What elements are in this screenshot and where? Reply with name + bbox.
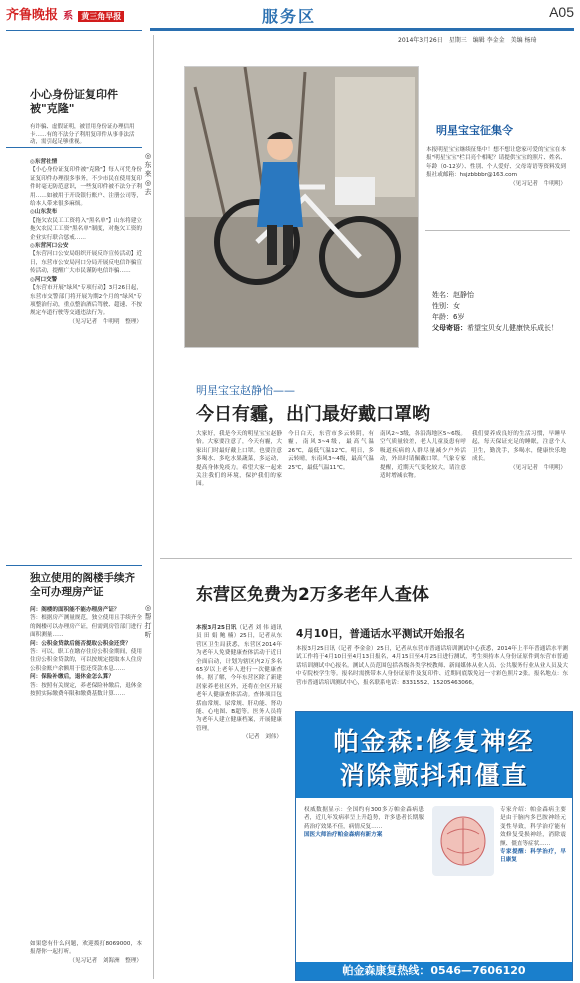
email-text: hsjzbbbbr@163.com xyxy=(459,172,518,179)
article1-section xyxy=(30,208,142,242)
checkup-rule xyxy=(160,558,572,559)
weather-col4 xyxy=(472,430,566,540)
ad-left-text: 权威数据显示：全国约有300多万帕金森病患者，近几年发病率呈上升趋势，许多患者长期服药治疗效果不佳，病情反复…… xyxy=(304,807,424,830)
language-test-title: 4月10日，普通话水平测试开始报名 xyxy=(296,628,465,640)
language-test-body: 本报3月25日讯（记者 李金金）25日，记者从东营市普通话培训测试中心获悉，2014年上半年普通话水平测试工作将于4月10日至4月13日报名，4月15日至4月25日进行测试，考生须持本人身份证原件到东营市普通话培训测试中心报名。测试人员范围包括各级各类学校教师、新闻媒体从业人员、公共服务行业从业人员及大中专院校学生等。报名时需携带本人身份证原件及复印件、近期同底版免冠一寸彩色照片2张。报名地点：东营市普通话培训测试中心，报名联系电话：8331552、15205463066。 xyxy=(296,646,568,686)
answer: 答：根据房产测量规范，独立使用且手续齐全的阁楼可以办理房产证，但需到房管部门进行面积测量…… xyxy=(30,615,142,639)
masthead-logo xyxy=(6,4,126,24)
profile-message: 希望宝贝女儿健康快乐成长！ xyxy=(467,324,558,332)
article1-side-label: ◎东来◎去 xyxy=(144,152,152,196)
brain-illustration xyxy=(432,806,494,876)
article2-body xyxy=(30,606,142,936)
weather-col4-text: 我们要养成良好的生活习惯，早睡早起，每天保证充足的睡眠，注意个人卫生，勤洗手，多喝水，健康快乐地成长。 xyxy=(472,431,566,463)
logo-suffix: 系 xyxy=(63,11,74,22)
article1-section xyxy=(30,242,142,276)
profile-age: 年龄：6岁 xyxy=(432,313,465,321)
profile-rule xyxy=(425,230,570,231)
article2-title: 独立使用的阁楼手续齐全可办理房产证 xyxy=(30,572,135,598)
weather-title: 今日有霾，出门最好戴口罩哟 xyxy=(196,404,430,425)
profile-name: 姓名：赵静怡 xyxy=(432,291,474,299)
article2-closing xyxy=(30,940,142,965)
article1-section xyxy=(30,276,142,318)
checkup-text: （记者 刘 伟 通讯员 田 娟 鲍 楠）25日，记者从东营区卫生局获悉，东营区2014年为老年人免费健康查体活动于近日全面启动，计划为辖区内2万多名65岁以上老年人进行一次健康查体。据了解，今年东营区除了新建居家养老社区外，还将在全区开展老年人健康查体活动。查体项目包括血常规、尿常规、肝功能、肾功能、心电图、B超等。医务人员将为老年人建立健康档案，开展健康管理。 xyxy=(196,625,282,732)
article2-rule xyxy=(6,565,142,566)
profile-message-label: 父母寄语： xyxy=(432,324,467,332)
article1-rule xyxy=(6,147,142,148)
article1-lead: 有诈骗、虚假证明，被冒用身份证办理信用卡……有的不法分子利用复印件从事非法活动，需引起足够重视。 xyxy=(30,124,135,145)
weather-col1: 大家好，我是今天的明星宝宝赵静怡。大家要注意了，今天有霾，大家出门时最好戴上口罩。也要注意多喝水、多吃水果蔬菜，多运动，提高身体免疫力。希望大家一起来关注我们的环境，保护我们的家园。 xyxy=(196,431,282,488)
qa-item xyxy=(30,640,142,674)
answer: 答：可以。职工在缴存住房公积金期间，使用住房公积金贷款的，可以按规定提取本人住房公积金账户余额用于偿还贷款本息…… xyxy=(30,649,142,672)
star-baby-title: 明星宝宝征集令 xyxy=(436,124,513,137)
article1-body xyxy=(30,158,142,608)
intro-text: 本报明星宝宝继续征集中！想不想让您家可爱的宝宝在本报"明星宝宝"栏目亮个相呢？请提供宝宝的照片、姓名、年龄（0-12岁）、性别、个人爱好、父母寄语等资料发到报社或邮箱： xyxy=(426,147,566,179)
star-baby-profile xyxy=(432,290,566,334)
checkup-dateline: 本报3月25日讯 xyxy=(196,625,237,631)
answer: 答：按照有关规定，养老保险补缴后，退休金按照实际缴费年限和缴费基数计算…… xyxy=(30,682,142,698)
section-heading: ◎河口交警 xyxy=(30,276,58,283)
header-rule xyxy=(150,28,574,31)
section-heading: ◎山东发布 xyxy=(30,209,58,216)
section-text: 【拖欠农民工工资将入"黑名单"】山东将建立拖欠农民工工资"黑名单"制度，对拖欠工资的企业实行联合惩戒…… xyxy=(30,217,142,241)
weather-byline: （见习记者 牛明明） xyxy=(510,464,566,471)
weather-kicker: 明星宝宝赵静怡—— xyxy=(196,384,295,397)
article1-title: 小心身份证复印件被"克隆" xyxy=(30,88,118,115)
ad-right-subhead: 专家提醒：科学治疗，早日康复 xyxy=(500,849,566,864)
ad-body-right xyxy=(500,806,566,956)
ad-hotline: 帕金森康复热线：0546—7606120 xyxy=(296,962,572,980)
column-divider xyxy=(153,35,154,979)
article1-section xyxy=(30,158,142,208)
article1-byline: （见习记者 牛明明 整理） xyxy=(69,318,142,325)
section-title: 服务区 xyxy=(262,7,317,26)
section-heading: ◎东营河口公安 xyxy=(30,243,69,250)
page-number: A05 xyxy=(549,4,574,20)
star-baby-intro xyxy=(426,146,566,188)
intro-byline: （见习记者 牛明明） xyxy=(510,180,566,187)
checkup-body xyxy=(196,624,282,964)
ad-headline1: 帕金森:修复神经 xyxy=(333,727,535,756)
section-text: 【小心身份证复印件被"克隆"】每人可凭身份证复印件办理很多事务，不少市民在使用复印件时毫无防范意识，一些复印件被不法分子利用……如被用于开设银行账户、注册公司等，给本人带来很多麻烦。 xyxy=(30,167,142,208)
ad-headline2: 消除颤抖和僵直 xyxy=(339,761,529,790)
section-text: 【东营河口公安局组织开展反诈宣传活动】近日，东营市公安局河口分局开展反电信诈骗宣传活动，提醒广大市民谨防电信诈骗…… xyxy=(30,251,142,275)
star-baby-photo xyxy=(184,66,419,348)
brain-icon xyxy=(432,806,494,876)
ad-right-text: 专家介绍：帕金森病主要是由于脑内多巴胺神经元变性导致，科学治疗能有效修复受损神经，消除震颤、僵直等症状…… xyxy=(500,807,566,847)
photo-illustration xyxy=(185,67,418,347)
checkup-byline: （记者 刘伟） xyxy=(242,734,282,741)
profile-gender: 性别：女 xyxy=(432,302,460,310)
ad-body-left xyxy=(304,806,424,956)
closing-text: 如果您有什么问题，欢迎拨打8069000，本报帮你一起打听。 xyxy=(30,941,142,956)
article1-title-block xyxy=(30,88,142,116)
section-text: 【东营市开展"绿风"专项行动】3月26日起，东营市交警部门将开展为期2个月的"绿风"专项整治行动，重点整治酒后驾驶、超速、不按规定车道行驶等交通违法行为。 xyxy=(30,285,142,317)
checkup-title: 东营区免费为2万多老年人查体 xyxy=(196,585,429,605)
ad-left-subhead: 国医大师治疗帕金森病有新方案 xyxy=(304,832,383,839)
masthead-tag: 黄三角早报 xyxy=(78,11,124,22)
article2-byline: （见习记者 刘海洲 整理） xyxy=(69,957,142,964)
question: 问：公积金贷款后能否提取公积金还贷？ xyxy=(30,640,131,647)
parkinsons-ad xyxy=(295,711,573,981)
section-heading: ◎东营社情 xyxy=(30,159,58,165)
question: 问：保险补缴后，退休金怎么算？ xyxy=(30,674,114,681)
dateline: 2014年3月26日 星期三 编辑 李金金 美编 杨琦 xyxy=(398,37,537,44)
question: 问：阁楼的面积能不能办理房产证？ xyxy=(30,607,120,613)
left-header-rule xyxy=(6,30,142,31)
ad-header xyxy=(296,712,572,798)
qa-item xyxy=(30,673,142,698)
qa-item xyxy=(30,606,142,640)
weather-col2: 今日白天，东营市多云转阴，有霾，南风3~4级，最高气温26℃，最低气温12℃。明日，多云转晴，东南风3~4级，最高气温25℃，最低气温11℃。 xyxy=(288,431,374,471)
weather-col3: 南风2~3级，各沿海地区5~6级。空气质量较差，老人儿童及患有呼吸道疾病的人群尽量减少户外活动，外出时请佩戴口罩。气象专家提醒，近期天气变化较大，请注意适时增减衣物。 xyxy=(380,431,466,480)
article2-side-label: ◎帮打听 xyxy=(144,604,152,639)
newspaper-logo: 齐鲁晚报 xyxy=(6,8,59,23)
